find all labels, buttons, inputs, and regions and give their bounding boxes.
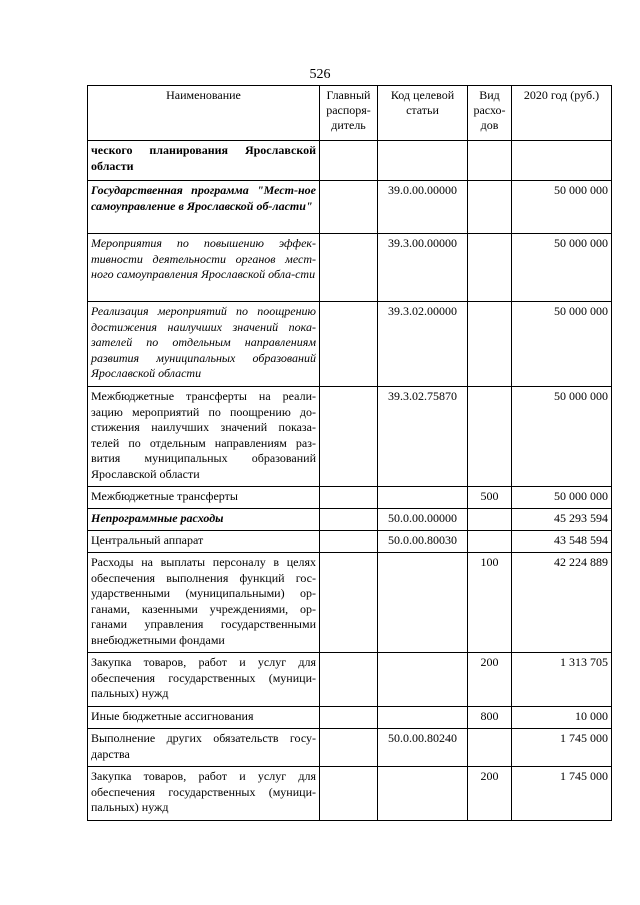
row-expense-type <box>468 531 512 553</box>
row-expense-type: 500 <box>468 487 512 509</box>
row-name: Расходы на выплаты персоналу в целях обеспечения выполнения функций гос-ударственными (муниципальными) ор-ганами, казенными учреждениями, ор-ганами управления государственными внебюджетными фондами <box>88 553 320 653</box>
row-target-code: 39.3.00.00000 <box>378 234 468 302</box>
table-row <box>88 234 612 302</box>
row-target-code: 50.0.00.00000 <box>378 509 468 531</box>
row-main-manager <box>320 653 378 707</box>
row-amount <box>512 141 612 181</box>
row-amount: 50 000 000 <box>512 234 612 302</box>
row-name: Закупка товаров, работ и услуг для обеспечения государственных (муници-пальных) нужд <box>88 653 320 707</box>
row-name: Выполнение других обязательств госу-дарства <box>88 729 320 767</box>
row-target-code <box>378 553 468 653</box>
budget-table <box>87 85 612 821</box>
row-name: Реализация мероприятий по поощрению достижения наилучших значений пока-зателей по отдельным направлениям развития муниципальных образований Ярославской области <box>88 302 320 387</box>
row-main-manager <box>320 234 378 302</box>
row-name: Мероприятия по повышению эффек-тивности деятельности органов мест-ного самоуправления Ярославской обла-сти <box>88 234 320 302</box>
row-main-manager <box>320 509 378 531</box>
row-main-manager <box>320 531 378 553</box>
header-target-code: Код целевой статьи <box>378 86 468 141</box>
row-main-manager <box>320 141 378 181</box>
row-name: ческого планирования Ярославской области <box>88 141 320 181</box>
table-row <box>88 141 612 181</box>
row-target-code: 50.0.00.80240 <box>378 729 468 767</box>
row-main-manager <box>320 707 378 729</box>
row-main-manager <box>320 487 378 509</box>
row-target-code: 39.0.00.00000 <box>378 181 468 234</box>
table-row <box>88 181 612 234</box>
header-year-2020: 2020 год (руб.) <box>512 86 612 141</box>
row-name: Государственная программа "Мест-ное самоуправление в Ярославской об-ласти" <box>88 181 320 234</box>
row-target-code <box>378 707 468 729</box>
row-target-code <box>378 767 468 821</box>
row-amount: 50 000 000 <box>512 487 612 509</box>
table-row <box>88 653 612 707</box>
row-amount: 50 000 000 <box>512 387 612 487</box>
row-expense-type <box>468 141 512 181</box>
row-amount: 1 745 000 <box>512 729 612 767</box>
row-target-code: 50.0.00.80030 <box>378 531 468 553</box>
row-target-code: 39.3.02.00000 <box>378 302 468 387</box>
row-main-manager <box>320 181 378 234</box>
row-expense-type: 100 <box>468 553 512 653</box>
row-expense-type <box>468 509 512 531</box>
row-expense-type: 800 <box>468 707 512 729</box>
row-name: Закупка товаров, работ и услуг для обеспечения государственных (муници-пальных) нужд <box>88 767 320 821</box>
table-row <box>88 509 612 531</box>
row-target-code <box>378 141 468 181</box>
row-target-code: 39.3.02.75870 <box>378 387 468 487</box>
row-expense-type <box>468 181 512 234</box>
row-main-manager <box>320 553 378 653</box>
row-main-manager <box>320 767 378 821</box>
row-amount: 10 000 <box>512 707 612 729</box>
row-name: Иные бюджетные ассигнования <box>88 707 320 729</box>
table-row <box>88 387 612 487</box>
row-expense-type: 200 <box>468 767 512 821</box>
row-target-code <box>378 653 468 707</box>
header-main-manager: Главный распоря-дитель <box>320 86 378 141</box>
row-expense-type <box>468 387 512 487</box>
row-name: Центральный аппарат <box>88 531 320 553</box>
row-expense-type <box>468 302 512 387</box>
table-row <box>88 553 612 653</box>
page-number: 526 <box>309 67 331 82</box>
row-amount: 1 745 000 <box>512 767 612 821</box>
row-expense-type: 200 <box>468 653 512 707</box>
row-expense-type <box>468 729 512 767</box>
row-name: Межбюджетные трансферты на реали-зацию мероприятий по поощрению до-стижения наилучших значений показа-телей по отдельным направлениям раз-вития муниципальных образований Ярославской области <box>88 387 320 487</box>
table-row <box>88 487 612 509</box>
row-name: Непрограммные расходы <box>88 509 320 531</box>
table-row <box>88 729 612 767</box>
row-amount: 50 000 000 <box>512 302 612 387</box>
header-name: Наименование <box>88 86 320 141</box>
row-main-manager <box>320 387 378 487</box>
row-expense-type <box>468 234 512 302</box>
row-target-code <box>378 487 468 509</box>
row-amount: 42 224 889 <box>512 553 612 653</box>
table-header-row <box>88 86 612 141</box>
table-row <box>88 531 612 553</box>
row-name: Межбюджетные трансферты <box>88 487 320 509</box>
row-amount: 1 313 705 <box>512 653 612 707</box>
table-row <box>88 302 612 387</box>
table-row <box>88 767 612 821</box>
header-expense-type: Вид расхо-дов <box>468 86 512 141</box>
row-main-manager <box>320 302 378 387</box>
table-row <box>88 707 612 729</box>
row-amount: 45 293 594 <box>512 509 612 531</box>
row-amount: 50 000 000 <box>512 181 612 234</box>
row-amount: 43 548 594 <box>512 531 612 553</box>
row-main-manager <box>320 729 378 767</box>
